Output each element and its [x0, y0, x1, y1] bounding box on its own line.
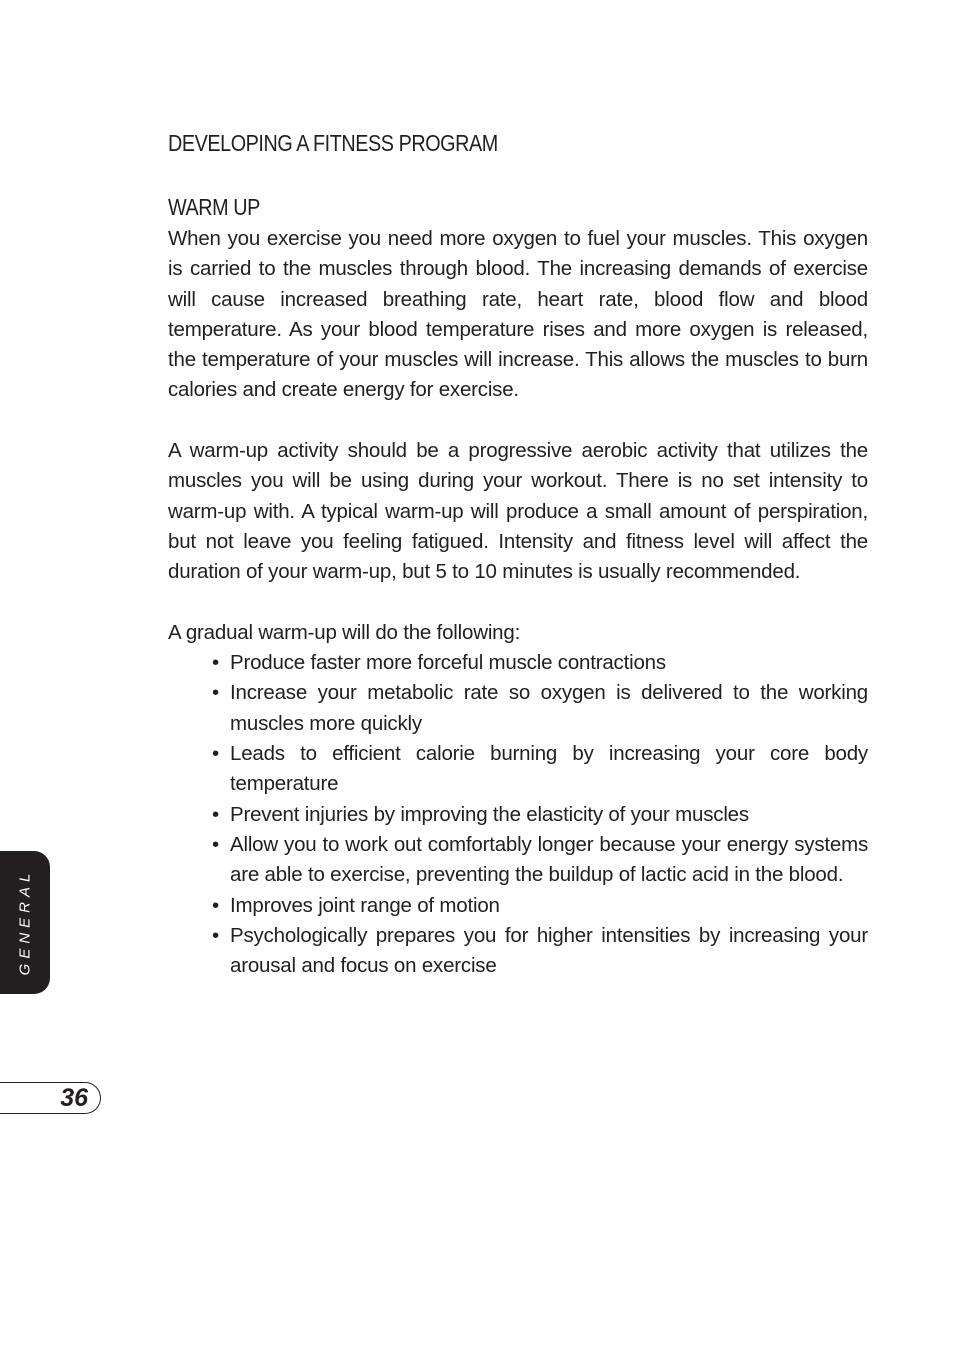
- page-title: DEVELOPING A FITNESS PROGRAM: [168, 130, 498, 156]
- page-number-tab: [0, 1082, 101, 1114]
- side-tab-label: GENERAL: [16, 868, 34, 976]
- list-item-text: Allow you to work out comfortably longer because your energy systems are able to exercise, preventing the buildup of lactic acid in the blood.: [230, 832, 868, 887]
- list-item-text: Improves joint range of motion: [230, 893, 500, 917]
- section-title: WARM UP: [168, 194, 260, 220]
- list-item: [212, 830, 868, 891]
- list-item: [212, 921, 868, 982]
- bullet-icon: •: [212, 893, 219, 917]
- bullet-icon: •: [212, 651, 219, 675]
- list-item: [212, 891, 868, 921]
- bullet-icon: •: [212, 832, 219, 856]
- page-number: 36: [60, 1084, 88, 1112]
- bullet-icon: •: [212, 802, 219, 826]
- list-item-text: Produce faster more forceful muscle contractions: [230, 651, 666, 675]
- list-item-text: Psychologically prepares you for higher intensities by increasing your arousal and focus on exercise: [230, 923, 868, 978]
- paragraph: A warm-up activity should be a progressive aerobic activity that utilizes the muscles you will be using during your workout. There is no set intensity to warm-up with. A typical warm-up will produce a small amount of perspiration, but not leave you feeling fatigued. Intensity and fitness level will affect the duration of your warm-up, but 5 to 10 minutes is usually recommended.: [168, 439, 868, 584]
- list-item-text: Leads to efficient calorie burning by increasing your core body temperature: [230, 742, 868, 796]
- list-item-text: Increase your metabolic rate so oxygen is delivered to the working muscles more quickly: [230, 681, 868, 735]
- list-intro: A gradual warm-up will do the following:: [168, 620, 521, 644]
- list-item: [212, 678, 868, 739]
- bullet-list: [168, 648, 868, 981]
- list-item-text: Prevent injuries by improving the elasticity of your muscles: [230, 802, 749, 826]
- list-item: [212, 739, 868, 800]
- list-item: [212, 648, 868, 678]
- list-item: [212, 800, 868, 830]
- paragraph: When you exercise you need more oxygen to fuel your muscles. This oxygen is carried to the muscles through blood. The increasing demands of exercise will cause increased breathing rate, heart rate, blood flow and blood temperature. As your blood temperature rises and more oxygen is released, the temperature of your muscles will increase. This allows the muscles to burn calories and create energy for exercise.: [168, 227, 868, 402]
- bullet-icon: •: [212, 923, 219, 947]
- bullet-icon: •: [212, 742, 219, 766]
- section-side-tab: [0, 851, 50, 994]
- bullet-icon: •: [212, 681, 219, 705]
- page-content: [168, 120, 868, 981]
